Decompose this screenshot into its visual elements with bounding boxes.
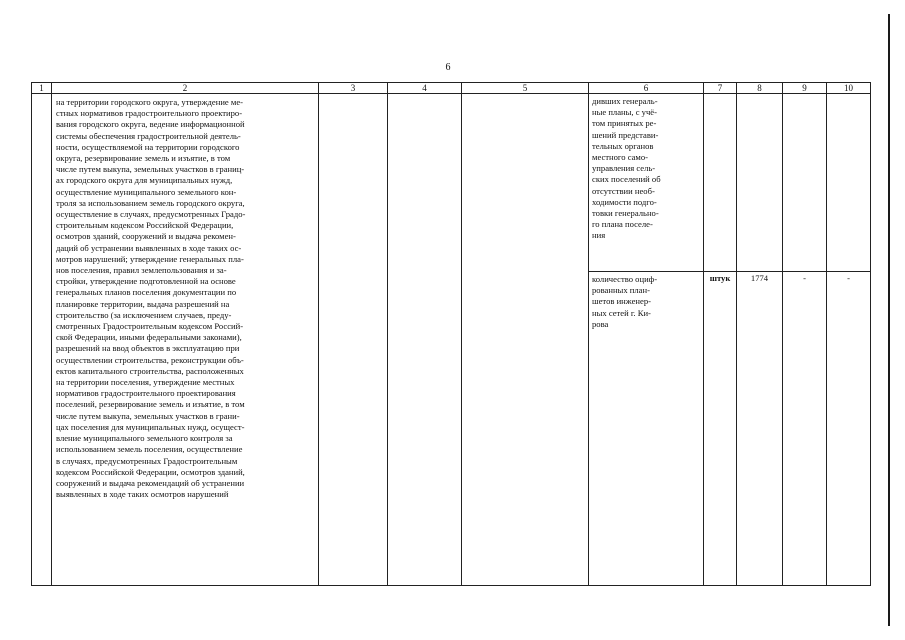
page-edge-line xyxy=(888,14,890,626)
text-line: на территории городского округа, утверждение ме- xyxy=(56,97,243,107)
col-header-4: 4 xyxy=(388,83,462,94)
page-number: 6 xyxy=(445,62,451,73)
text-line: рова xyxy=(592,318,609,329)
text-line: шений представи- xyxy=(592,129,659,140)
text-line: округа, резервирование земель и изъятие, в том xyxy=(56,153,231,164)
cell-c9-1 xyxy=(783,94,827,272)
cell-col5 xyxy=(462,94,589,586)
text-line: тельных органов xyxy=(592,140,654,151)
text-line: количество оциф- xyxy=(592,274,658,284)
column-number-row xyxy=(32,83,871,94)
cell-col4 xyxy=(388,94,462,586)
text-line: троля за использованием земель городского округа, xyxy=(56,197,245,208)
text-line: сооружений и выдача рекомендаций об устранении xyxy=(56,477,245,488)
text-line: том принятых ре- xyxy=(592,118,657,129)
cell-col3 xyxy=(319,94,388,586)
cell-value-1 xyxy=(737,94,783,272)
col9-cell: - xyxy=(783,272,827,586)
text-line: строительство (за исключением случаев, преду- xyxy=(56,309,232,320)
value-cell: 1774 xyxy=(737,272,783,586)
text-line: в случаях, предусмотренных Градостроительным xyxy=(56,455,238,466)
col-header-2: 2 xyxy=(52,83,319,94)
col-header-10: 10 xyxy=(827,83,871,94)
text-line: кодексом Российской Федерации, осмотров зданий, xyxy=(56,466,245,477)
text-line: местного само- xyxy=(592,152,649,163)
text-line: выявленных в ходе таких осмотров нарушений xyxy=(56,489,229,500)
text-line: ской Федерации, иными федеральными законами), xyxy=(56,332,242,343)
text-line: го плана поселе- xyxy=(592,219,653,230)
indicator-continued-text xyxy=(592,96,700,242)
text-line: осуществлении строительства, реконструкции объ- xyxy=(56,354,244,365)
text-line: ских поселений об xyxy=(592,174,661,185)
text-line: вление муниципального земельного контроля за xyxy=(56,433,233,444)
text-line: планировке территории, выдача разрешений на xyxy=(56,298,230,309)
text-line: ах городского округа для муниципальных нужд, xyxy=(56,175,233,186)
text-line: числе путем выкупа, земельных участков в границ- xyxy=(56,164,245,175)
cell-unit-1 xyxy=(704,94,737,272)
text-line: поселений, резервирование земель и изъятие, в том xyxy=(56,399,245,410)
text-line: шетов инженер- xyxy=(592,296,651,307)
text-line: дивших генераль- xyxy=(592,96,658,106)
description-text xyxy=(56,97,314,500)
text-line: разрешений на ввод объектов в эксплуатацию при xyxy=(56,343,240,354)
text-line: цах поселения для муниципальных нужд, осущест- xyxy=(56,421,245,432)
text-line: ности, осуществляемой на территории городского xyxy=(56,141,240,152)
text-line: нов поселения, правил землепользования и за- xyxy=(56,265,227,276)
text-line: числе путем выкупа, земельных участков в грани- xyxy=(56,410,240,421)
text-line: системы обеспечения градостроительной деятель- xyxy=(56,130,241,141)
text-line: вания городского округа, ведение информационной xyxy=(56,119,245,130)
text-line: рованных план- xyxy=(592,285,650,296)
text-line: ных сетей г. Ки- xyxy=(592,307,651,318)
col-header-8: 8 xyxy=(737,83,783,94)
text-line: строительным кодексом Российской Федерации, xyxy=(56,220,234,231)
cell-col1 xyxy=(32,94,52,586)
text-line: нормативов градостроительного проектирования xyxy=(56,388,236,399)
unit-cell: штук xyxy=(704,272,737,586)
text-line: отсутствии необ- xyxy=(592,185,655,196)
col10-cell: - xyxy=(827,272,871,586)
text-line: даций об устранении выявленных в ходе таких ос- xyxy=(56,242,242,253)
text-line: ходимости подго- xyxy=(592,196,657,207)
col-header-9: 9 xyxy=(783,83,827,94)
indicator-digitized-plans-text xyxy=(592,274,700,330)
text-line: стных нормативов градостроительного проектиро- xyxy=(56,108,243,119)
text-line: товки генерально- xyxy=(592,208,659,219)
text-line: генеральных планов поселения документации по xyxy=(56,287,237,298)
text-line: ные планы, с учё- xyxy=(592,107,657,118)
col-header-5: 5 xyxy=(462,83,589,94)
text-line: осмотров зданий, сооружений и выдача рекомен- xyxy=(56,231,236,242)
col-header-3: 3 xyxy=(319,83,388,94)
indicator-digitized-plans xyxy=(589,272,704,586)
text-line: использованием земель поселения, осуществление xyxy=(56,444,243,455)
indicator-table xyxy=(31,82,871,586)
text-line: мотров нарушений; утверждение генеральных пла- xyxy=(56,253,244,264)
col-header-1: 1 xyxy=(32,83,52,94)
text-line: осуществление муниципального земельного кон- xyxy=(56,186,237,197)
text-line: смотренных Градостроительным кодексом Россий- xyxy=(56,321,244,332)
text-line: на территории поселения, утверждение местных xyxy=(56,377,235,388)
cell-c10-1 xyxy=(827,94,871,272)
indicator-continued xyxy=(589,94,704,272)
col-header-6: 6 xyxy=(589,83,704,94)
table-row xyxy=(32,94,871,272)
text-line: ектов капитального строительства, расположенных xyxy=(56,365,244,376)
col-header-7: 7 xyxy=(704,83,737,94)
text-line: ния xyxy=(592,230,606,241)
text-line: стройки, утверждение подготовленной на основе xyxy=(56,276,236,287)
text-line: осуществление в случаях, предусмотренных Градо- xyxy=(56,209,246,220)
authority-description xyxy=(52,94,319,586)
text-line: управления сель- xyxy=(592,163,656,174)
